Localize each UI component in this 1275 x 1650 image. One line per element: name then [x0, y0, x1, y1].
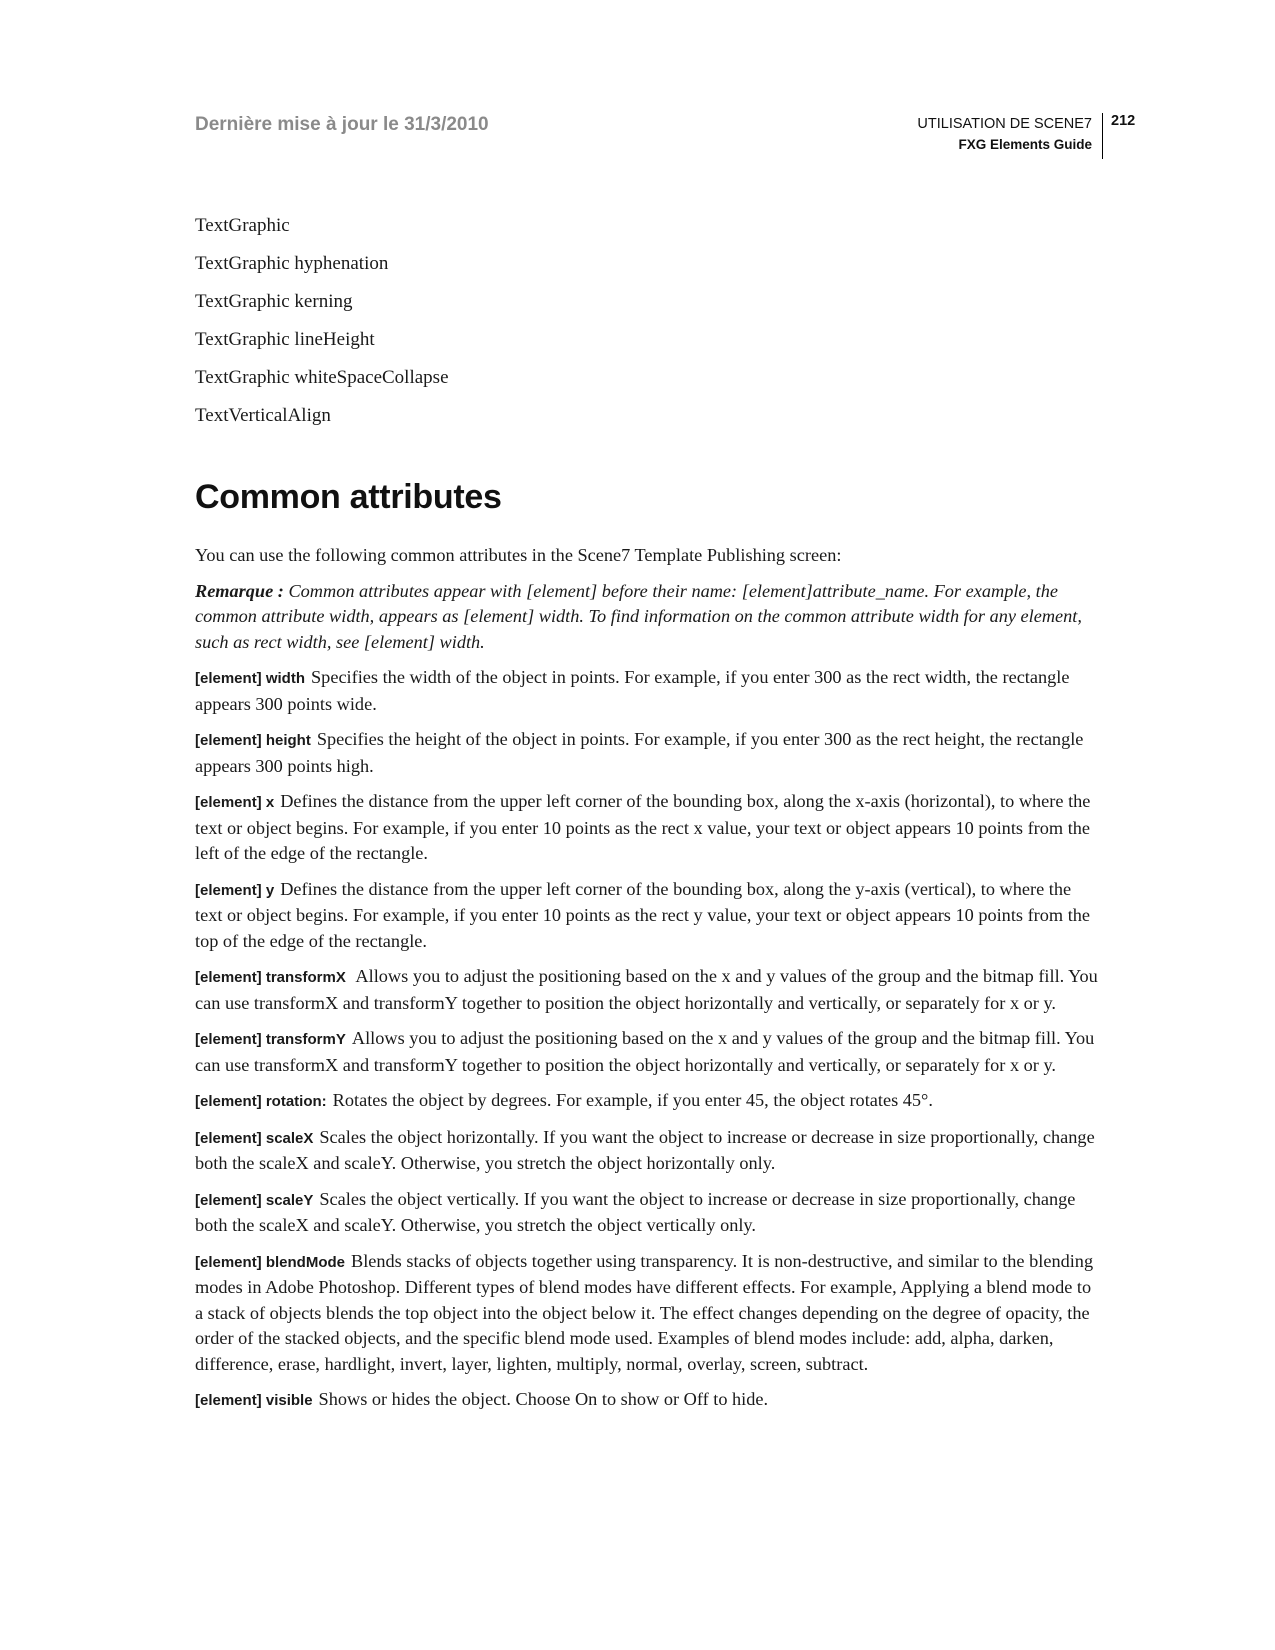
attribute-desc: Blends stacks of objects together using transparency. It is non-destructive, and similar to the blending modes in Adobe Photoshop. Different types of blend modes have different effects. For example, Applying a blend mode to a stack of objects blends the top object into the object below it. The effect changes depending on the degree of opacity, the order of the stacked objects, and the specific blend mode used. Examples of blend modes include: add, alpha, darken, difference, erase, hardlight, invert, layer, lighten, multiply, normal, overlay, screen, subtract. — [195, 1250, 1094, 1374]
attribute-desc: Allows you to adjust the positioning based on the x and y values of the group and the bitmap fill. You can use transformX and transformY together to position the object horizontally and vertically, or separately for x or y. — [195, 1028, 1095, 1075]
header-date: Dernière mise à jour le 31/3/2010 — [195, 114, 489, 135]
list-item: TextGraphic lineHeight — [195, 329, 375, 350]
attribute-desc: Scales the object horizontally. If you want the object to increase or decrease in size proportionally, change both the scaleX and scaleY. Otherwise, you stretch the object horizontally only. — [195, 1126, 1095, 1173]
intro-paragraph: You can use the following common attributes in the Scene7 Template Publishing screen: — [195, 545, 842, 565]
attribute-term: [element] height — [195, 732, 311, 749]
list-item: TextGraphic kerning — [195, 291, 353, 312]
list-item: TextGraphic whiteSpaceCollapse — [195, 367, 449, 388]
note-paragraph — [195, 579, 1103, 656]
header-subtitle: FXG Elements Guide — [958, 137, 1092, 152]
attribute-desc: Defines the distance from the upper left corner of the bounding box, along the x-axis (horizontal), to where the text or object begins. For example, if you enter 10 points as the rect x value, your text or object appears 10 points from the left of the edge of the rectangle. — [195, 791, 1091, 863]
list-item: TextGraphic hyphenation — [195, 253, 389, 274]
attribute-desc: Defines the distance from the upper left corner of the bounding box, along the y-axis (vertical), to where the text or object begins. For example, if you enter 10 points as the rect y value, your text or object appears 10 points from the top of the edge of the rectangle. — [195, 878, 1091, 951]
attribute-term: [element] transformX — [195, 969, 346, 986]
attribute-entry — [195, 1026, 1103, 1078]
note-text: Common attributes appear with [element] before their name: [element]attribute_name. For example, the common attribute width, appears as [element] width. To find information on the common attribute width for any element, such as rect width, see [element] width. — [195, 580, 1082, 652]
element-list — [195, 207, 449, 435]
attribute-entry — [195, 727, 1103, 779]
list-item: TextVerticalAlign — [195, 405, 331, 426]
attribute-desc: Shows or hides the object. Choose On to show or Off to hide. — [318, 1389, 769, 1409]
attribute-term: [element] width — [195, 670, 306, 687]
attribute-desc: Scales the object vertically. If you want the object to increase or decrease in size proportionally, change both the scaleX and scaleY. Otherwise, you stretch the object vertically only. — [195, 1188, 1076, 1235]
attribute-desc: Specifies the height of the object in points. For example, if you enter 300 as the rect height, the rectangle appears 300 points high. — [195, 729, 1084, 776]
section-heading: Common attributes — [195, 478, 502, 516]
list-item: TextGraphic — [195, 215, 290, 236]
attribute-entry — [195, 789, 1103, 867]
attribute-term: [element] rotation: — [195, 1093, 327, 1110]
header-title: UTILISATION DE SCENE7 — [917, 116, 1092, 132]
attribute-term: [element] x — [195, 794, 275, 811]
attribute-entry — [195, 1387, 1103, 1414]
section-content — [195, 543, 1103, 1424]
note-label: Remarque : — [195, 580, 284, 601]
attribute-entry — [195, 1249, 1103, 1378]
attribute-term: [element] visible — [195, 1392, 313, 1409]
attribute-entry — [195, 1088, 1103, 1115]
attribute-entry — [195, 964, 1103, 1016]
attribute-desc: Specifies the width of the object in points. For example, if you enter 300 as the rect width, the rectangle appears 300 points wide. — [195, 667, 1070, 714]
attribute-entry — [195, 877, 1103, 955]
attribute-entry — [195, 665, 1103, 717]
page-number: 212 — [1111, 113, 1136, 129]
attribute-term: [element] y — [195, 881, 275, 899]
header-doc-info — [917, 113, 1103, 159]
attribute-term: [element] scaleY — [195, 1191, 314, 1209]
attribute-entry — [195, 1187, 1103, 1239]
attribute-term: [element] blendMode — [195, 1253, 346, 1271]
attribute-desc: Allows you to adjust the positioning based on the x and y values of the group and the bitmap fill. You can use transformX and transformY together to position the object horizontally and vertically, or separately for x or y. — [195, 966, 1098, 1013]
attribute-entry — [195, 1125, 1103, 1177]
attribute-term: [element] transformY — [195, 1031, 346, 1048]
attribute-desc: Rotates the object by degrees. For example, if you enter 45, the object rotates 45°. — [332, 1090, 933, 1110]
attribute-term: [element] scaleX — [195, 1129, 314, 1147]
